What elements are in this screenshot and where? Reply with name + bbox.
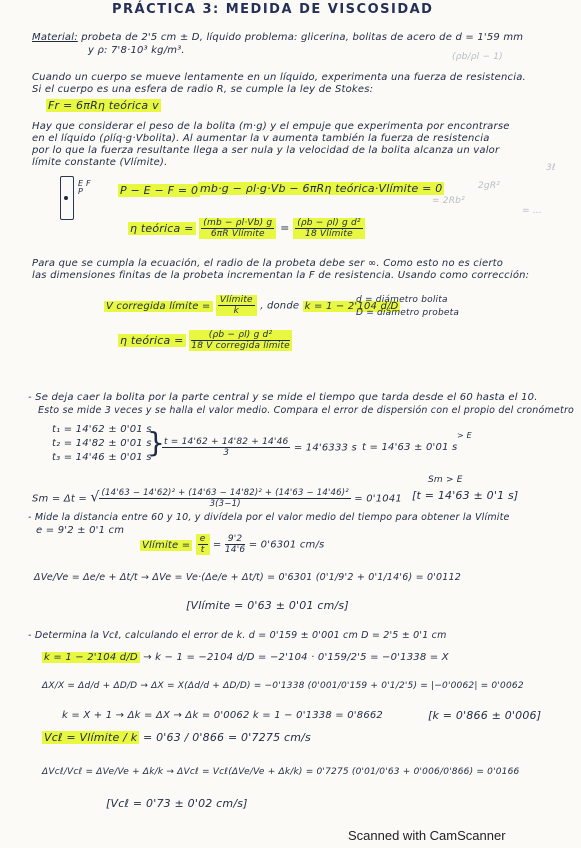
explain-line2: en el líquido (ρlíq·g·Vbolita). Al aumentar la v aumenta también la fuerza de resistencia (32, 133, 490, 144)
dist-line1: - Mide la distancia entre 60 y 10, y divídela por el valor medio del tiempo para obtener la Vlímite (28, 512, 510, 523)
eta-label: η teórica = (130, 221, 194, 235)
material-line1: probeta de 2'5 cm ± D, líquido problema: glicerina, bolitas de acero de d = 1'59 mm (81, 32, 524, 43)
gt-e: > E (457, 431, 472, 440)
k-highlight: k = 1 − 2'104 d/D (44, 652, 138, 663)
intro-line2: Si el cuerpo es una esfera de radio R, se cumple la ley de Stokes: (32, 84, 374, 95)
eta-num1: (mb − ρl·Vb) g (203, 218, 273, 228)
intro-line1: Cuando un cuerpo se mueve lentamente en un líquido, experimenta una fuerza de resistencia. (32, 72, 526, 83)
eq-balance-2: mb·g − ρl·g·Vb − 6πRη teórica·Vlímite = 0 (200, 182, 443, 195)
scanned-page: PRÁCTICA 3: MEDIDA DE VISCOSIDAD Material: probeta de 2'5 cm ± D, líquido problema: glicerina, bolitas de acero de d = 1'59 mm y ρ: 7'8·10³ kg/m³. (ρb/ρl − 1) 2gR² 3ℓ = 2Rb² = ... Cuando un cuerpo se mueve lentamente en un líquido, experimenta una fuerza de resistencia. Si el cuerpo es una esfera de radio R, se cumple la ley de Stokes: Fr = 6πRη teórica v Hay que considerar el peso de la bolita (m·g) y el empuje que experimenta por encontrarse en el líquido (ρlíq·g·Vbolita). Al aumentar la v aumenta también la fuerza de resistencia por lo que la fuerza resultante llega a ser nula y la velocidad de la bolita alcanza un valor límite constante (Vlímite). E F P P − E − F = 0 mb·g − ρl·g·Vb − 6πRη teórica·Vlímite = 0 η teórica = $\frac{(mb - \rho l\cdot Vb) g}{\text{6πR Vlímite}}$ = $\frac{\text{(ρb − ρl) g d²}}{\text{18 Vlímite}}$ Para que se cumpla la ecuación, el radio de la probeta debe ser ∞. Como esto no es cierto las dimensiones finitas de la probeta incrementan la F de resistencia. Usando como corrección: V corregida límite = $\frac{\text{Vlímite}}{k}$ , donde k = 1 − 2'104 d/D d = diámetro bolita D = diámetro probeta η teórica = $\frac{\text{(ρb − ρl) g d²}}{\text{18 V corregida límite}}$ - Se deja caer la bolita por la parte central y se mide el tiempo que tarda desde el 60 hasta el 10. Esto se mide 3 veces y se halla el valor medio. Compara el error de dispersión con el propio del cronómetro t₁ = 14'62 ± 0'01 s t₂ = 14'82 ± 0'01 s t₃ = 14'46 ± 0'01 s } $\frac{t = 14'62 + 14'82 + 14'46}{3}$ = 14'6333 s t = 14'63 ± 0'01 s > E Sm > E Sm = Δt = √ $\frac{\text{(14'63 − 14'62)² + (14'63 − 14'82)² + (14'63 − 14'46)²}}{3(3-1)}$ = 0'1041 [t = 14'63 ± 0'1 s] - Mide la distancia entre 60 y 10, y divídela por el valor medio del tiempo para obtener la Vlímite e = 9'2 ± 0'1 cm Vlímite = $\frac{e}{t}$ = $\frac{9'2}{14'6}$ = 0'6301 cm/s ΔVe/Ve = Δe/e + Δt/t → ΔVe = Ve·(Δe/e + Δt/t) = 0'6301 (0'1/9'2 + 0'1/14'6) = 0'0112 [Vlímite = 0'63 ± 0'01 cm/s] - Determina la Vcℓ, calculando el error de k. d = 0'159 ± 0'001 cm D = 2'5 ± 0'1 cm k = 1 − 2'104 d/D → k − 1 = −2104 d/D = −2'104 · 0'159/2'5 = −0'1338 = X ΔX/X = Δd/d + ΔD/D → ΔX = X(Δd/d + ΔD/D) = −0'1338 (0'001/0'159 + 0'1/2'5) = |−0'0062| = 0'0062 k = X + 1 → Δk = ΔX → Δk = 0'0062 k = 1 − 0'1338 = 0'8662 [k = 0'866 ± 0'006] Vcℓ = Vlímite / k = 0'63 / 0'866 = 0'7275 cm/s ΔVcℓ/Vcℓ = ΔVe/Ve + Δk/k → ΔVcℓ = Vcℓ(ΔVe/Ve + Δk/k) = 0'7275 (0'01/0'63 + 0'006/0'866) = 0'0166 [Vcℓ = 0'73 ± 0'02 cm/s] Scanned with CamScanner (0, 0, 581, 848)
t-result: t = 14'63 ± 0'01 s (362, 442, 458, 453)
time-2: t₂ = 14'82 ± 0'01 s (52, 438, 152, 449)
sm-label: Sm = Δt = (32, 493, 87, 505)
material-label: Material: (32, 32, 78, 43)
faint-note-4: = 2Rb² (432, 196, 465, 206)
drop-line1: - Se deja caer la bolita por la parte central y se mide el tiempo que tarda desde el 60 hasta el 10. (28, 392, 538, 403)
camscanner-footer: Scanned with CamScanner (348, 828, 506, 843)
d-definition: d = diámetro bolita (356, 295, 448, 305)
k-formula: k = 1 − 2'104 d/D (304, 300, 399, 312)
vlim-e: e (199, 534, 206, 544)
correction-line1: Para que se cumpla la ecuación, el radio de la probeta debe ser ∞. Como esto no es cierto (32, 258, 504, 269)
vc-result: [Vcℓ = 0'73 ± 0'02 cm/s] (106, 797, 248, 810)
vlim-label: Vlímite = (142, 539, 191, 551)
sm-den: 3(3−1) (209, 499, 241, 509)
vlim-val: = 0'6301 cm/s (248, 539, 325, 551)
vlim-t: t (200, 545, 205, 555)
correction-line2: las dimensiones finitas de la probeta incrementan la F de resistencia. Usando como corrección: (32, 270, 530, 281)
page-title: PRÁCTICA 3: MEDIDA DE VISCOSIDAD (112, 2, 434, 17)
t-mean-num: t = 14'62 + 14'82 + 14'46 (164, 437, 289, 447)
label-F: F (86, 179, 91, 188)
label-P: P (78, 187, 84, 196)
dv-equation: ΔVe/Ve = Δe/e + Δt/t → ΔVe = Ve·(Δe/e + Δt/t) = 0'6301 (0'1/9'2 + 0'1/14'6) = 0'0112 (34, 572, 461, 583)
explain-line4: límite constante (Vlímite). (32, 157, 168, 168)
vc-calc: = 0'63 / 0'866 = 0'7275 cm/s (143, 731, 311, 744)
material-line2: y ρ: 7'8·10³ kg/m³. (88, 45, 185, 56)
eta-num2: (ρb − ρl) g d² (297, 218, 361, 228)
vcorr-frac-den: k (233, 306, 240, 316)
bolita-dot (64, 196, 68, 200)
faint-note-1: (ρb/ρl − 1) (452, 52, 503, 62)
t-mean-den: 3 (223, 448, 230, 458)
eq-balance: P − E − F = 0 (120, 184, 199, 197)
sm-val: = 0'1041 (354, 493, 402, 505)
dist-line2: e = 9'2 ± 0'1 cm (36, 525, 125, 536)
label-E: E (78, 179, 84, 188)
dvc-equation: ΔVcℓ/Vcℓ = ΔVe/Ve + Δk/k → ΔVcℓ = Vcℓ(ΔVe/Ve + Δk/k) = 0'7275 (0'01/0'63 + 0'006/0'866) = 0'0166 (42, 767, 520, 777)
dx-equation: ΔX/X = Δd/d + ΔD/D → ΔX = X(Δd/d + ΔD/D) = −0'1338 (0'001/0'159 + 0'1/2'5) = |−0'0062| = 0'0062 (42, 681, 524, 691)
eta-corr-num: (ρb − ρl) g d² (191, 330, 290, 341)
vlim-result: [Vlímite = 0'63 ± 0'01 cm/s] (186, 599, 349, 612)
eta-corr-label: η teórica = (120, 333, 184, 347)
sm-gt-e: Sm > E (428, 475, 463, 485)
eta-corr-den: 18 V corregida límite (191, 341, 290, 351)
k-calc: → k − 1 = −2104 d/D = −2'104 · 0'159/2'5 = −0'1338 = X (143, 652, 449, 663)
vcorr-frac-num: Vlímite (219, 295, 253, 305)
vcorr-label: V corregida límite = (106, 300, 211, 312)
eta-den1: 6πR Vlímite (210, 229, 265, 239)
D-definition: D = diámetro probeta (356, 308, 460, 318)
k-line: k = X + 1 → Δk = ΔX → Δk = 0'0062 k = 1 − 0'1338 = 0'8662 (62, 710, 383, 721)
vlim-num: 9'2 (225, 534, 245, 545)
explain-line3: por lo que la fuerza resultante llega a ser nula y la velocidad de la bolita alcanza un valor (32, 145, 500, 156)
faint-note-5: = ... (522, 206, 542, 216)
stokes-law: Fr = 6πRη teórica v (48, 99, 159, 112)
t-mean-val: = 14'6333 s (293, 442, 357, 454)
vcorr-where: , donde (260, 300, 300, 312)
t-final: [t = 14'63 ± 0'1 s] (412, 489, 519, 502)
faint-note-2: 2gR² (478, 181, 501, 191)
drop-line2: Esto se mide 3 veces y se halla el valor medio. Compara el error de dispersión con el propio del cronómetro (38, 405, 575, 416)
time-1: t₁ = 14'62 ± 0'01 s (52, 424, 152, 435)
k-result: [k = 0'866 ± 0'006] (428, 709, 542, 722)
sm-num: (14'63 − 14'62)² + (14'63 − 14'82)² + (14'63 − 14'46)² (101, 488, 349, 498)
time-3: t₃ = 14'46 ± 0'01 s (52, 452, 152, 463)
vc-highlight: Vcℓ = Vlímite / k (44, 731, 138, 744)
faint-note-3: 3ℓ (546, 163, 556, 173)
explain-line1: Hay que considerar el peso de la bolita (m·g) y el empuje que experimenta por encontrarse (32, 121, 510, 132)
eta-den2: 18 Vlímite (305, 229, 353, 239)
determine-line: - Determina la Vcℓ, calculando el error de k. d = 0'159 ± 0'001 cm D = 2'5 ± 0'1 cm (28, 630, 447, 641)
vlim-den: 14'6 (224, 545, 246, 555)
brace: } (147, 426, 166, 459)
